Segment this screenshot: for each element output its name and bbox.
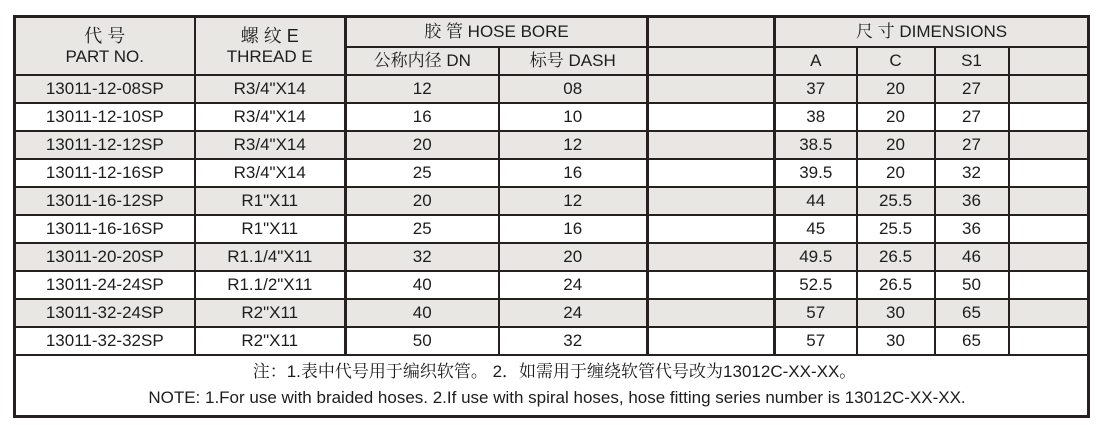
dash-cell: 12 [499,131,648,159]
dim-s1-cell: 27 [935,75,1009,103]
part-no-cell: 13011-12-08SP [15,75,195,103]
table-row [15,75,1089,103]
dim-c-cell: 25.5 [857,187,935,215]
col-header-thread [195,17,346,75]
dim-c-cell: 26.5 [857,271,935,299]
spacer-header-cell [648,47,775,75]
spacer-cell [648,299,775,327]
col-header-part-no [15,17,195,75]
thread-cell: R1"X11 [195,187,346,215]
hose-fitting-spec-table [13,15,1090,418]
dim-c-cell: 26.5 [857,243,935,271]
spacer-cell [1009,215,1089,243]
dim-a-cell: 38.5 [775,131,857,159]
spacer-header-cell [1009,47,1089,75]
dash-cell: 10 [499,103,648,131]
dim-s1-cell: 32 [935,159,1009,187]
spacer-cell [1009,299,1089,327]
part-no-label-en: PART NO. [65,46,144,66]
dim-s1-cell: 46 [935,243,1009,271]
dn-cell: 25 [346,159,499,187]
thread-cell: R3/4"X14 [195,75,346,103]
part-no-cell: 13011-12-10SP [15,103,195,131]
dash-cell: 12 [499,187,648,215]
dim-c-cell: 30 [857,299,935,327]
spacer-cell [648,271,775,299]
table-row [15,187,1089,215]
part-no-cell: 13011-20-20SP [15,243,195,271]
dim-a-cell: 57 [775,327,857,355]
spacer-cell [648,75,775,103]
dim-c-cell: 25.5 [857,215,935,243]
part-no-cell: 13011-32-24SP [15,299,195,327]
part-no-cell: 13011-12-16SP [15,159,195,187]
dash-cell: 08 [499,75,648,103]
thread-cell: R1.1/2"X11 [195,271,346,299]
notes-row [15,355,1089,417]
dash-cell: 32 [499,327,648,355]
spacer-cell [648,327,775,355]
header-row-1 [15,17,1089,47]
dim-c-cell: 20 [857,75,935,103]
dim-s1-cell: 36 [935,187,1009,215]
spacer-cell [648,103,775,131]
table-row [15,131,1089,159]
notes-cell [15,355,1089,417]
dn-cell: 12 [346,75,499,103]
dn-cell: 40 [346,271,499,299]
dn-cell: 20 [346,187,499,215]
table-row [15,299,1089,327]
spacer-cell [648,131,775,159]
spacer-cell [648,243,775,271]
table-row [15,243,1089,271]
dn-cell: 20 [346,131,499,159]
dim-s1-cell: 65 [935,299,1009,327]
thread-cell: R1"X11 [195,215,346,243]
dash-cell: 24 [499,271,648,299]
dn-cell: 40 [346,299,499,327]
dim-a-cell: 38 [775,103,857,131]
col-header-dimensions: 尺 寸 DIMENSIONS [775,17,1089,47]
thread-cell: R2"X11 [195,299,346,327]
dim-a-cell: 49.5 [775,243,857,271]
dim-s1-cell: 50 [935,271,1009,299]
spacer-cell [648,215,775,243]
dim-a-cell: 57 [775,299,857,327]
part-no-cell: 13011-32-32SP [15,327,195,355]
dash-cell: 16 [499,159,648,187]
dn-cell: 16 [346,103,499,131]
col-header-a: A [775,47,857,75]
dim-s1-cell: 65 [935,327,1009,355]
dn-cell: 50 [346,327,499,355]
col-header-dn: 公称内径 DN [346,47,499,75]
col-header-s1: S1 [935,47,1009,75]
dim-a-cell: 45 [775,215,857,243]
spacer-cell [1009,103,1089,131]
spacer-cell [1009,327,1089,355]
thread-cell: R3/4"X14 [195,159,346,187]
spacer-cell [648,187,775,215]
spacer-cell [1009,131,1089,159]
dim-a-cell: 52.5 [775,271,857,299]
spacer-cell [1009,159,1089,187]
dash-cell: 24 [499,299,648,327]
dim-s1-cell: 36 [935,215,1009,243]
dash-cell: 16 [499,215,648,243]
spacer-cell [1009,271,1089,299]
table-row [15,271,1089,299]
dim-c-cell: 30 [857,327,935,355]
part-no-cell: 13011-16-16SP [15,215,195,243]
part-no-label-cn: 代 号 [84,25,126,46]
dim-a-cell: 44 [775,187,857,215]
thread-label-en: THREAD E [226,46,313,66]
note-text-cn: 注：1.表中代号用于编织软管。 2．如需用于缠绕软管代号改为13012C-XX-XX。 [252,362,857,381]
spacer-cell [648,159,775,187]
dim-c-cell: 20 [857,159,935,187]
part-no-cell: 13011-12-12SP [15,131,195,159]
part-no-cell: 13011-24-24SP [15,271,195,299]
dim-a-cell: 37 [775,75,857,103]
dn-cell: 25 [346,215,499,243]
note-text-en: NOTE: 1.For use with braided hoses. 2.If use with spiral hoses, hose fitting series number is 13012C-XX-XX. [148,388,966,407]
col-header-c: C [857,47,935,75]
dim-c-cell: 20 [857,131,935,159]
thread-cell: R2"X11 [195,327,346,355]
dim-c-cell: 20 [857,103,935,131]
dim-s1-cell: 27 [935,103,1009,131]
col-header-hose-bore: 胶 管 HOSE BORE [346,17,648,47]
thread-cell: R3/4"X14 [195,103,346,131]
dim-a-cell: 39.5 [775,159,857,187]
spacer-header-cell [648,17,775,47]
part-no-cell: 13011-16-12SP [15,187,195,215]
table-row [15,215,1089,243]
thread-cell: R1.1/4"X11 [195,243,346,271]
table-row [15,103,1089,131]
thread-label-cn: 螺 纹 E [240,25,299,46]
spacer-cell [1009,243,1089,271]
table-row [15,327,1089,355]
dash-cell: 20 [499,243,648,271]
thread-cell: R3/4"X14 [195,131,346,159]
col-header-dash: 标号 DASH [499,47,648,75]
dn-cell: 32 [346,243,499,271]
table-row [15,159,1089,187]
spacer-cell [1009,75,1089,103]
dim-s1-cell: 27 [935,131,1009,159]
spacer-cell [1009,187,1089,215]
